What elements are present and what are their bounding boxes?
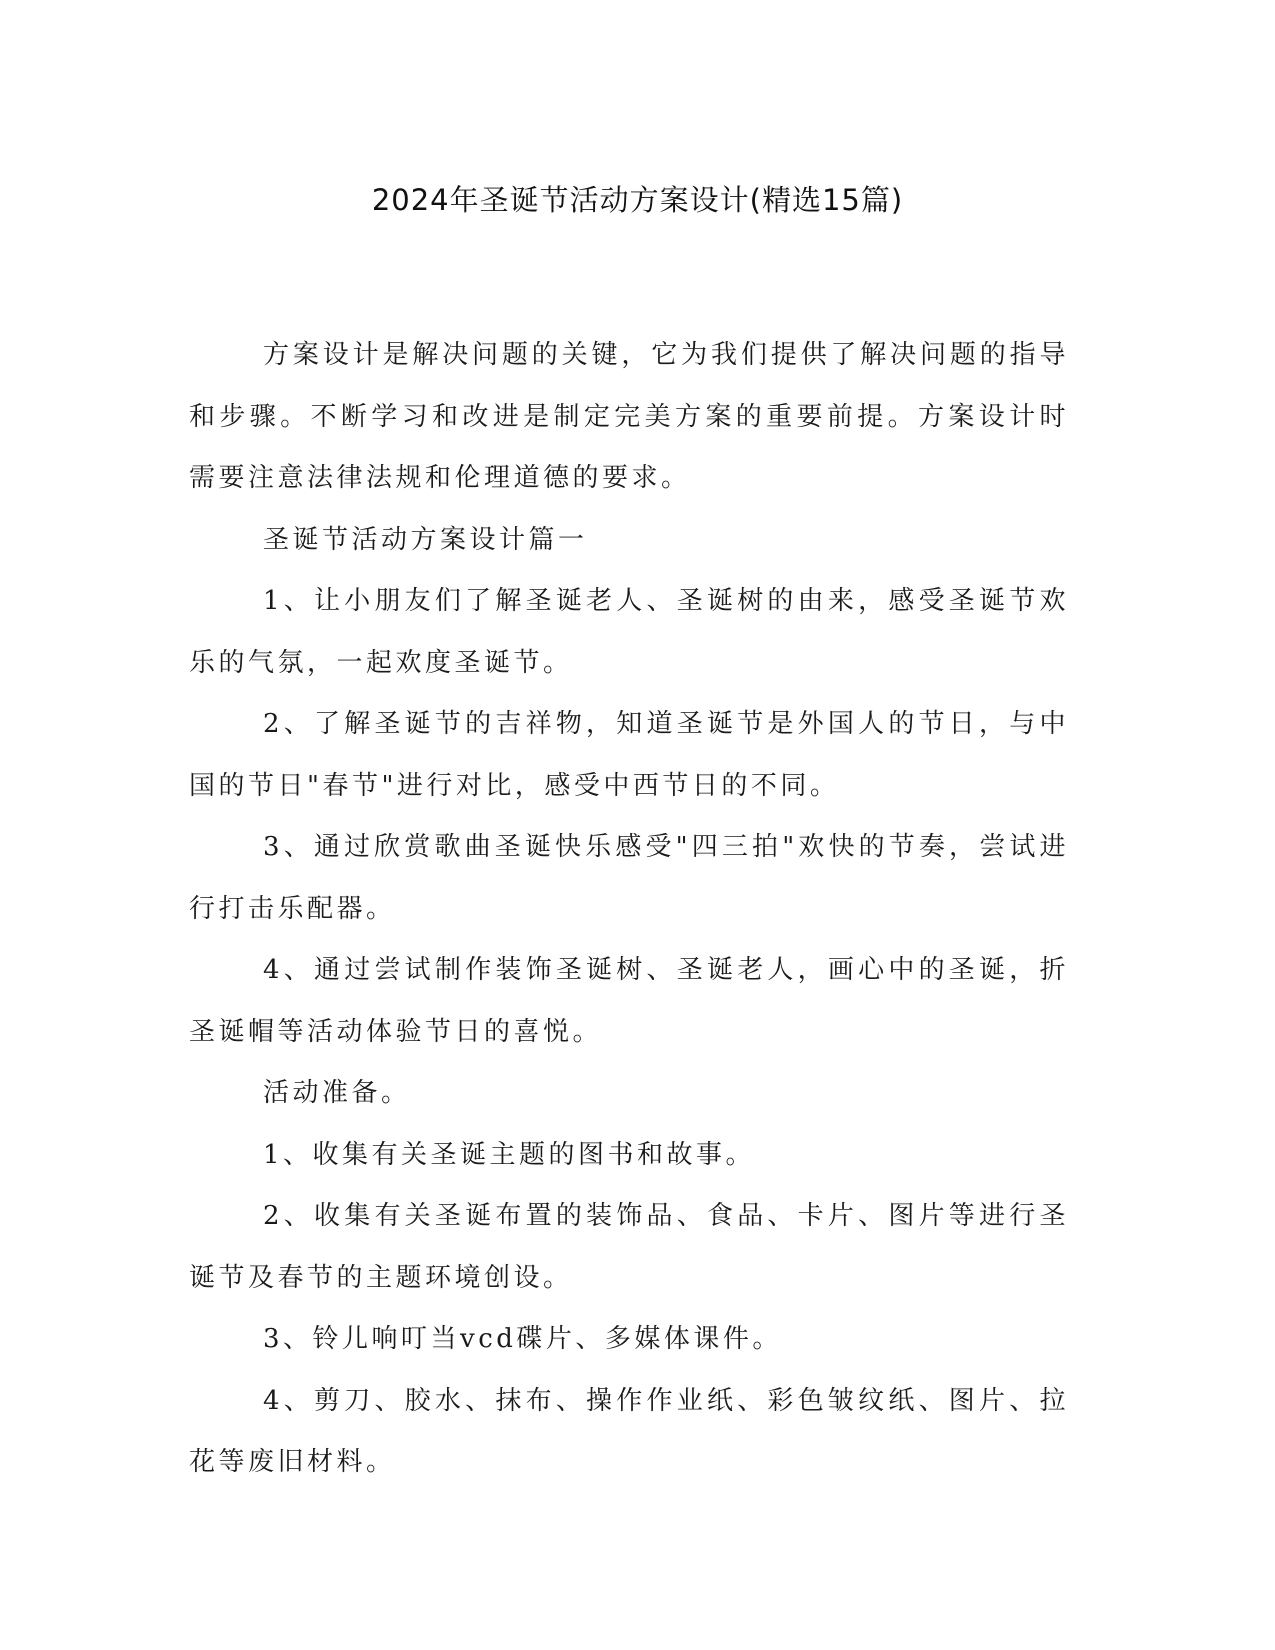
list-item: 1、收集有关圣诞主题的图书和故事。 — [263, 1139, 756, 1170]
section-heading: 圣诞节活动方案设计篇一 — [263, 524, 588, 555]
list-item: 2、收集有关圣诞布置的装饰品、食品、卡片、图片等进行圣诞节及春节的主题环境创设。 — [189, 1201, 1069, 1293]
list-item: 4、剪刀、胶水、抹布、操作作业纸、彩色皱纹纸、图片、拉花等废旧材料。 — [189, 1385, 1069, 1477]
list-item: 2、了解圣诞节的吉祥物，知道圣诞节是外国人的节日，与中国的节日"春节"进行对比，感受中西节日的不同。 — [189, 709, 1069, 801]
list-item: 3、通过欣赏歌曲圣诞快乐感受"四三拍"欢快的节奏，尝试进行打击乐配器。 — [189, 832, 1069, 924]
intro-paragraph: 方案设计是解决问题的关键，它为我们提供了解决问题的指导和步骤。不断学习和改进是制定完美方案的重要前提。方案设计时需要注意法律法规和伦理道德的要求。 — [189, 340, 1069, 493]
document-body — [189, 325, 1069, 1494]
document-title: 2024年圣诞节活动方案设计(精选15篇) — [371, 183, 904, 217]
list-item: 3、铃儿响叮当vcd碟片、多媒体课件。 — [263, 1324, 782, 1354]
list-item: 1、让小朋友们了解圣诞老人、圣诞树的由来，感受圣诞节欢乐的气氛，一起欢度圣诞节。 — [189, 586, 1069, 678]
subsection-heading: 活动准备。 — [263, 1078, 411, 1108]
list-item: 4、通过尝试制作装饰圣诞树、圣诞老人，画心中的圣诞，折圣诞帽等活动体验节日的喜悦。 — [189, 955, 1069, 1047]
